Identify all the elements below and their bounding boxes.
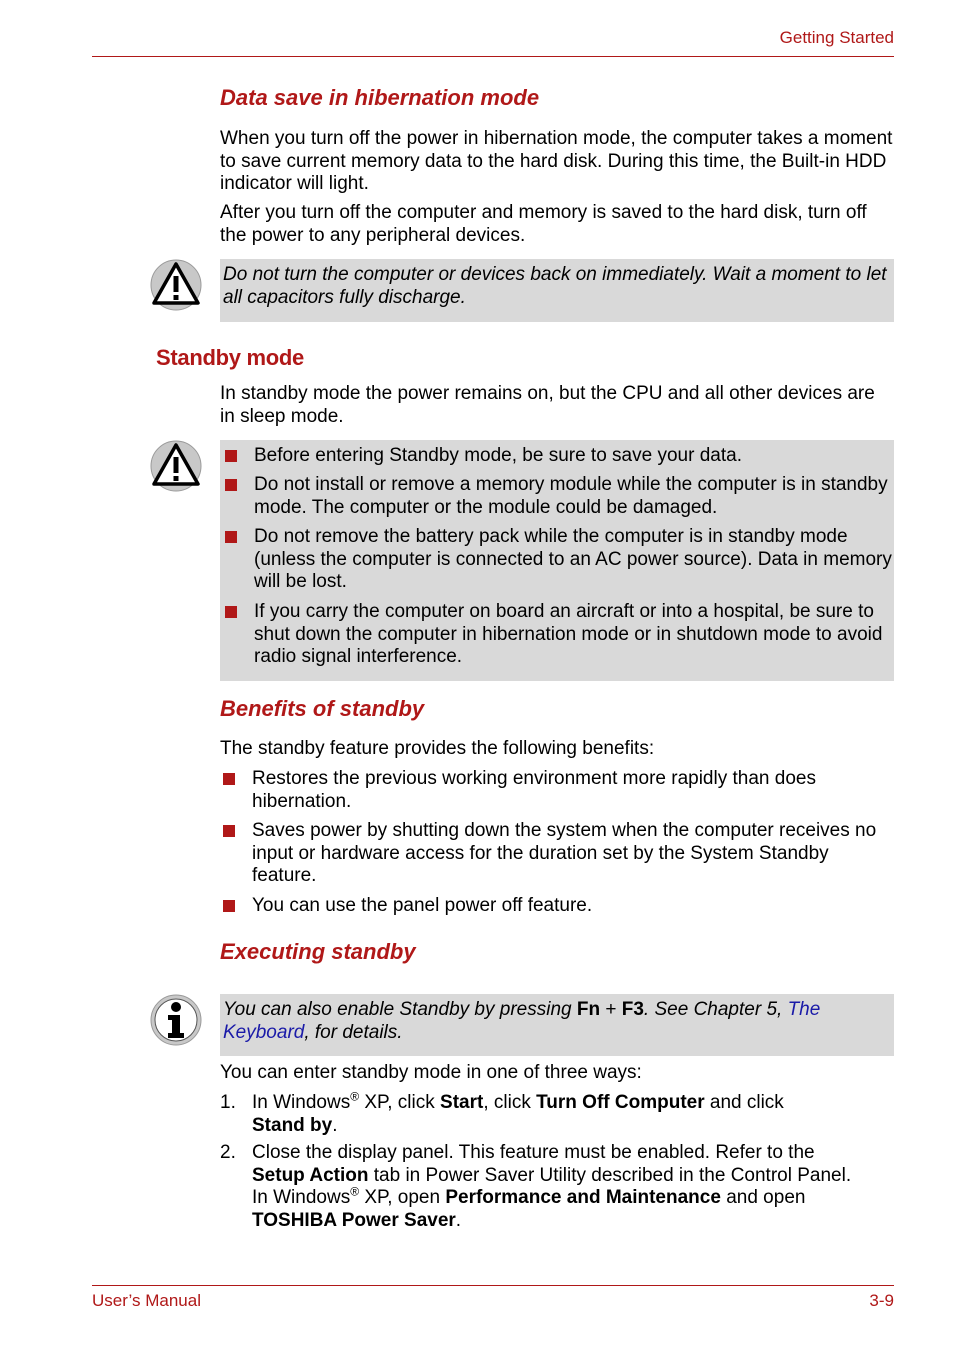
note-text-standby: You can also enable Standby by pressing Fn + F3. See Chapter 5, The Keyboard, for details.	[223, 999, 821, 1043]
paragraph-benefits-intro: The standby feature provides the following benefits:	[220, 738, 655, 759]
caution-triangle-icon	[150, 259, 202, 316]
square-bullet-icon	[225, 606, 237, 618]
paragraph-executing-intro: You can enter standby mode in one of three ways:	[220, 1062, 642, 1083]
caution-item: Do not remove the battery pack while the computer is in standby mode (unless the computer is connected to an AC power source). Data in memory will be lost.	[254, 526, 892, 592]
page-number: 3-9	[869, 1291, 894, 1310]
section-heading-hibernation: Data save in hibernation mode	[220, 85, 540, 110]
running-header: Getting Started	[779, 28, 894, 47]
section-heading-benefits: Benefits of standby	[220, 696, 425, 721]
info-i-icon	[150, 994, 202, 1051]
paragraph-standby-intro: In standby mode the power remains on, but the CPU and all other devices are in sleep mode.	[220, 383, 875, 427]
caution-box-hibernation	[220, 259, 894, 322]
paragraph-hibernation-1: When you turn off the power in hibernation mode, the computer takes a moment to save current memory data to the hard disk. During this time, the Built-in HDD indicator will light.	[220, 128, 893, 194]
step-1: In Windows® XP, click Start, click Turn Off Computer and click Stand by.	[252, 1089, 784, 1136]
square-bullet-icon	[225, 531, 237, 543]
key-fn: Fn	[576, 999, 601, 1020]
list-item: Saves power by shutting down the system when the computer receives no input or hardware access for the duration set by the System Standby feature.	[252, 820, 877, 886]
square-bullet-icon	[223, 900, 235, 912]
square-bullet-icon	[225, 450, 237, 462]
header-rule	[92, 56, 894, 57]
note-box-standby	[220, 994, 894, 1056]
step-number: 1.	[220, 1092, 236, 1113]
footer-rule	[92, 1285, 894, 1286]
keyboard-chapter-link[interactable]: The	[787, 999, 821, 1020]
square-bullet-icon	[223, 825, 235, 837]
caution-text-hibernation: Do not turn the computer or devices back on immediately. Wait a moment to let all capacitors fully discharge.	[223, 264, 887, 308]
step-number: 2.	[220, 1142, 236, 1163]
list-item: Restores the previous working environment more rapidly than does hibernation.	[252, 768, 816, 812]
caution-triangle-icon	[150, 440, 202, 497]
section-heading-standby: Standby mode	[156, 345, 304, 370]
key-f3: F3	[621, 999, 644, 1020]
square-bullet-icon	[225, 479, 237, 491]
square-bullet-icon	[223, 773, 235, 785]
caution-item: Before entering Standby mode, be sure to save your data.	[254, 445, 742, 466]
caution-item: If you carry the computer on board an aircraft or into a hospital, be sure to shut down the computer in hibernation mode or in shutdown mode to avoid radio signal interference.	[254, 601, 883, 667]
keyboard-chapter-link-cont[interactable]: Keyboard	[223, 1021, 305, 1043]
step-2: Close the display panel. This feature must be enabled. Refer to the Setup Action tab in Power Saver Utility described in the Control Panel. In Windows® XP, open Performance and Maintenance and open TOSHIBA Power Saver.	[252, 1142, 852, 1231]
section-heading-executing: Executing standby	[220, 939, 416, 964]
list-item: You can use the panel power off feature.	[252, 895, 593, 916]
footer-manual-title: User’s Manual	[92, 1291, 201, 1310]
caution-item: Do not install or remove a memory module while the computer is in standby mode. The computer or the module could be damaged.	[254, 474, 888, 518]
caution-box-standby	[220, 440, 894, 681]
paragraph-hibernation-2: After you turn off the computer and memory is saved to the hard disk, turn off the power to any peripheral devices.	[220, 202, 867, 246]
